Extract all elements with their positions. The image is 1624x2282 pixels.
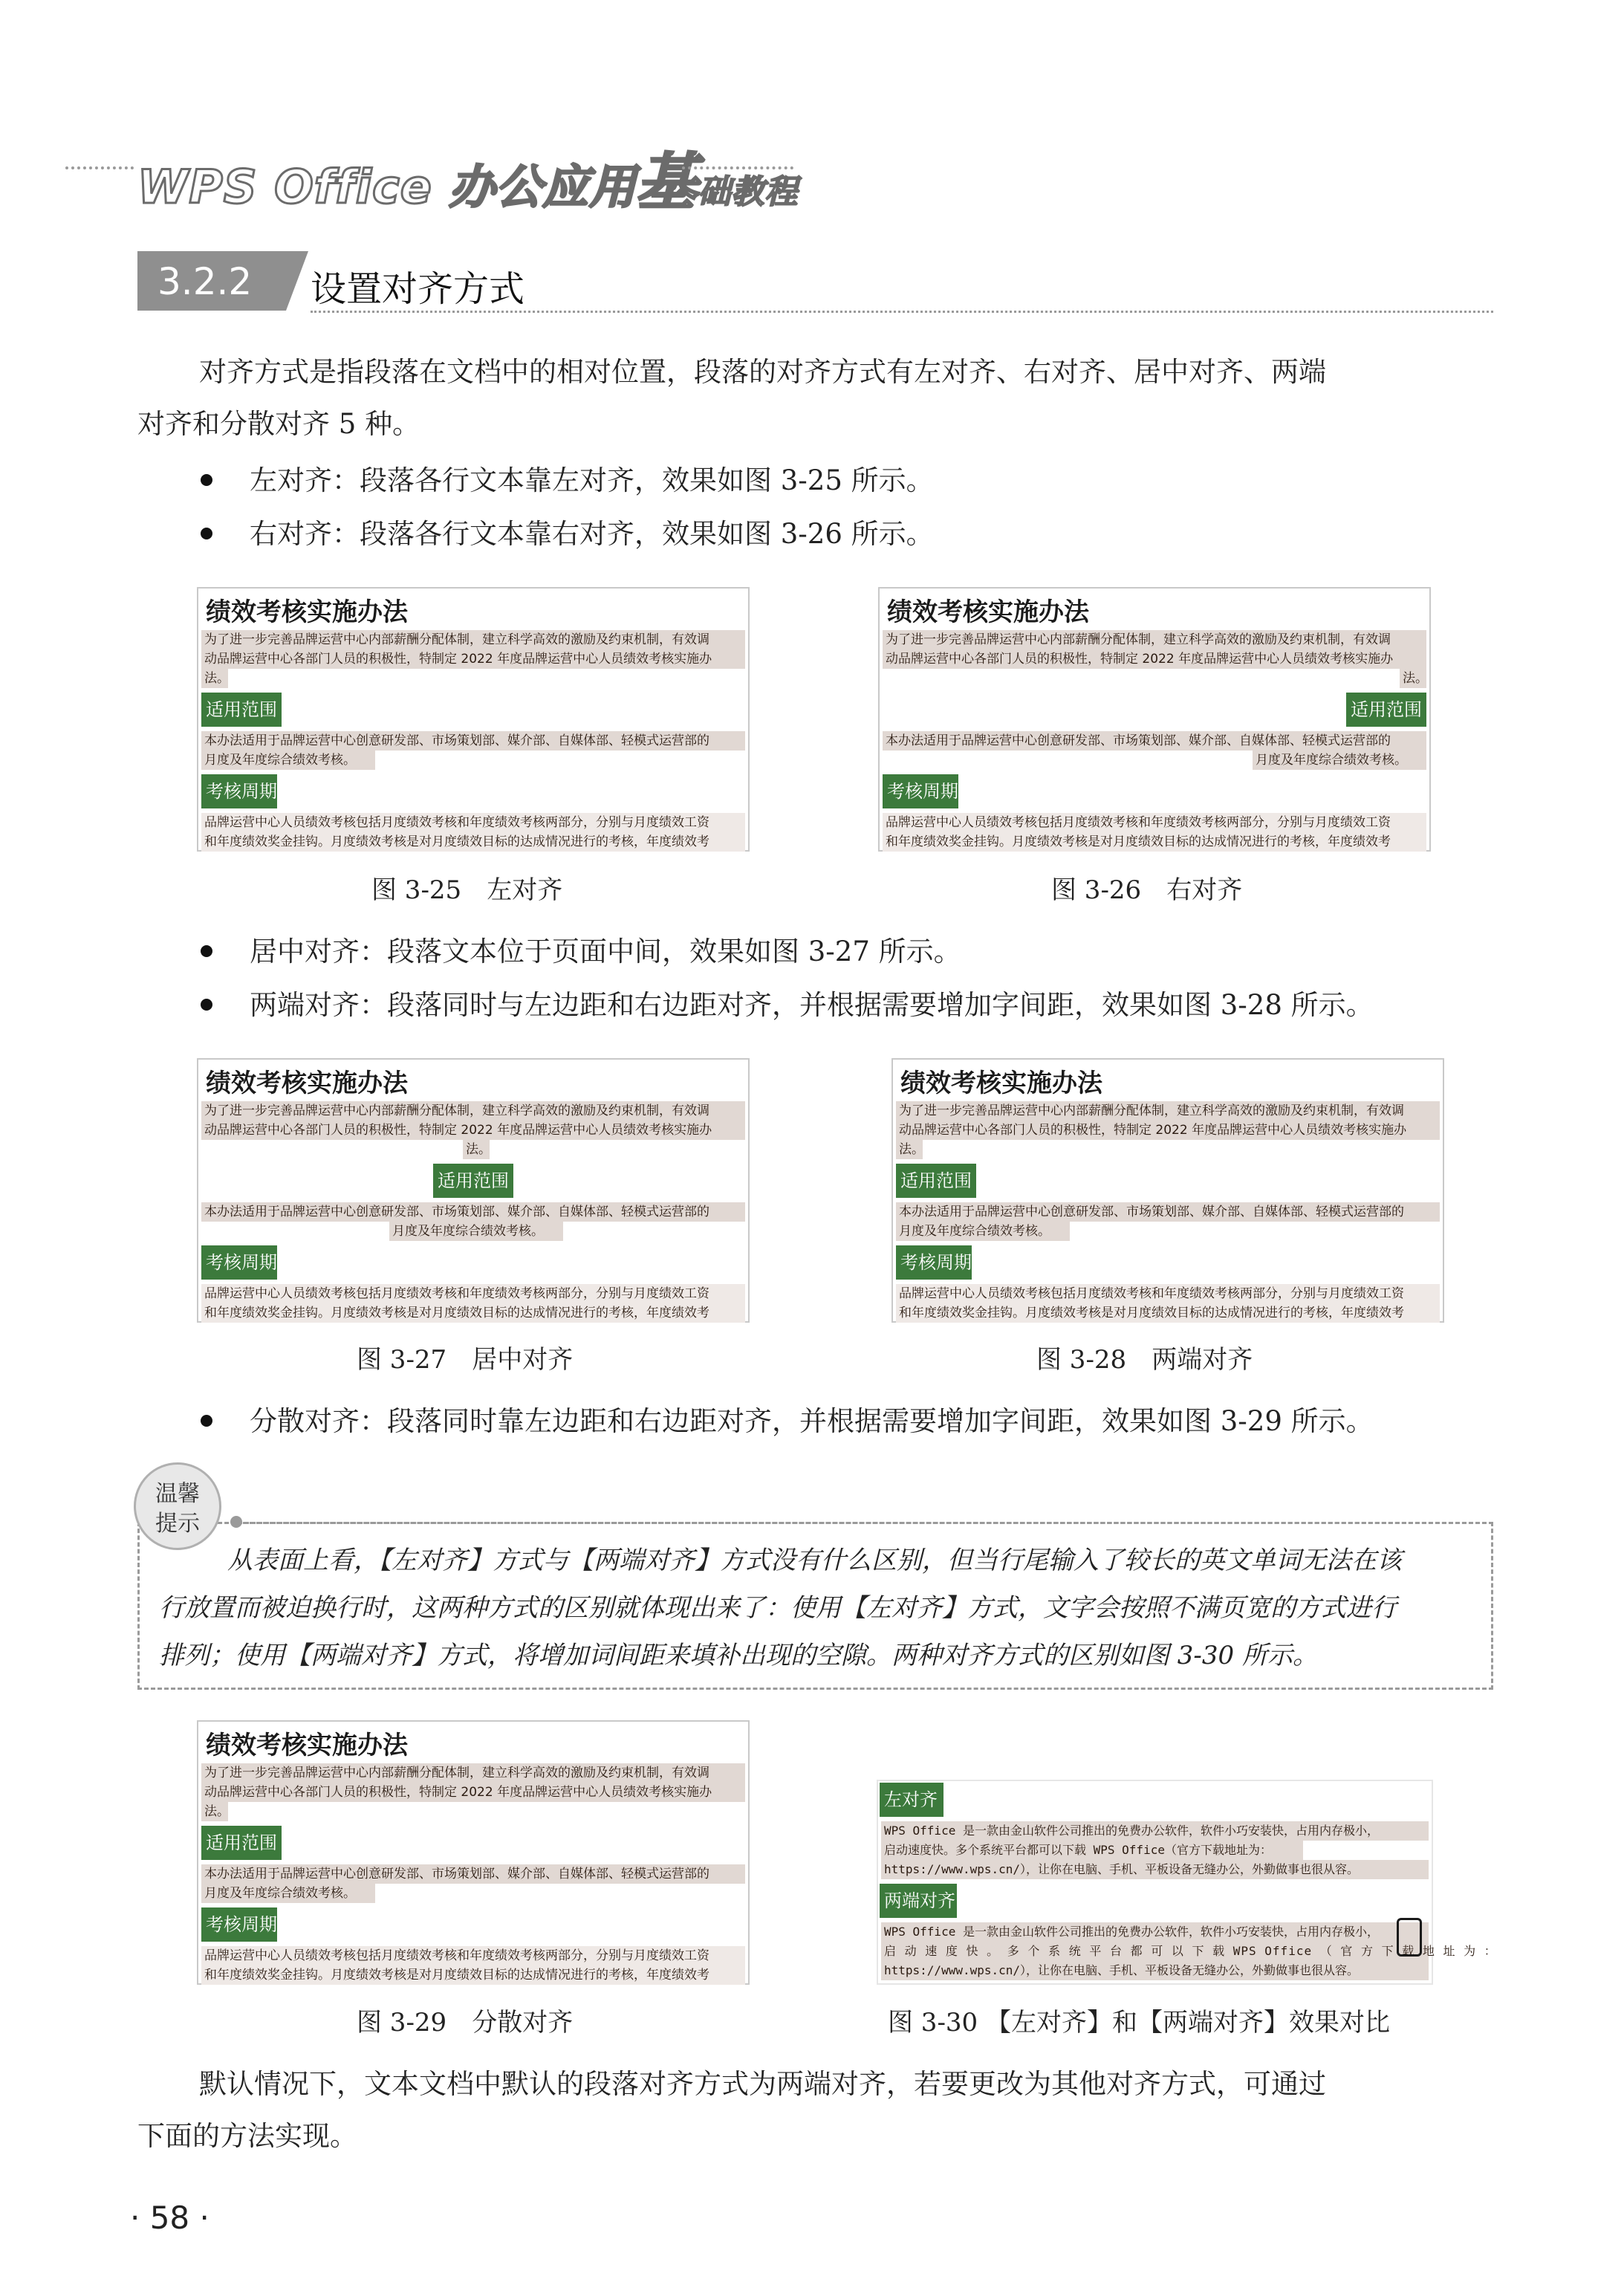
doc-line: 本办法适用于品牌运营中心创意研发部、市场策划部、媒介部、自媒体部、轻模式运营部的 <box>201 731 745 751</box>
outro-line-1: 默认情况下，文本文档中默认的段落对齐方式为两端对齐，若要更改为其他对齐方式，可通过 <box>199 2068 1326 2100</box>
figure-3-29 <box>197 1720 750 1985</box>
highlight-marker <box>1397 1918 1422 1957</box>
doc-line: 启动速度快。多个系统平台都可以下载 WPS Office（官方下载地址为： <box>881 1841 1303 1860</box>
doc-heading: 左对齐 <box>880 1783 943 1817</box>
doc-line: WPS Office 是一款由金山软件公司推出的免费办公软件，软件小巧安装快，占用内存极小， <box>881 1922 1429 1942</box>
figure-3-25 <box>197 587 750 852</box>
doc-heading: 考核周期 <box>201 1245 277 1280</box>
doc-line: 动品牌运营中心各部门人员的积极性，特制定 2022 年度品牌运营中心人员绩效考核实施办 <box>896 1121 1440 1140</box>
doc-line: 启 动 速 度 快 。 多 个 系 统 平 台 都 可 以 下 载 WPS Office （ 官 方 下 载 地 址 为 ： <box>881 1942 1429 1961</box>
doc-heading: 考核周期 <box>883 774 958 808</box>
tip-line-2: 行放置而被迫换行时，这两种方式的区别就体现出来了：使用【左对齐】方式，文字会按照不满页宽的方式进行 <box>159 1593 1397 1623</box>
section-number: 3.2.2 <box>157 260 253 303</box>
tip-line-3: 排列；使用【两端对齐】方式，将增加词间距来填补出现的空隙。两种对齐方式的区别如图 3-30 所示。 <box>159 1641 1318 1670</box>
doc-line: 法。 <box>463 1140 490 1159</box>
doc-line: 品牌运营中心人员绩效考核包括月度绩效考核和年度绩效考核两部分，分别与月度绩效工资 <box>896 1284 1440 1303</box>
doc-title: 绩效考核实施办法 <box>206 597 408 627</box>
doc-line: 法。 <box>201 669 228 688</box>
doc-line: 法。 <box>201 1802 228 1821</box>
caption-3-28: 图 3-28 两端对齐 <box>1036 1345 1253 1375</box>
doc-line: 月度及年度综合绩效考核。 <box>1253 751 1426 770</box>
figure-3-26 <box>878 587 1431 852</box>
tip-line-1: 从表面上看，【左对齐】方式与【两端对齐】方式没有什么区别，但当行尾输入了较长的英文单词无法在该 <box>227 1546 1402 1575</box>
bullet-right-align: 右对齐：段落各行文本靠右对齐，效果如图 3-26 所示。 <box>250 518 934 550</box>
doc-title: 绩效考核实施办法 <box>206 1731 408 1760</box>
bullet-dot <box>201 1415 212 1427</box>
caption-3-27: 图 3-27 居中对齐 <box>357 1345 574 1375</box>
tip-connector-dot <box>230 1516 242 1528</box>
section-title: 设置对齐方式 <box>311 268 525 310</box>
doc-line: 和年度绩效奖金挂钩。月度绩效考核是对月度绩效目标的达成情况进行的考核，年度绩效考 <box>883 832 1426 852</box>
doc-heading: 考核周期 <box>201 774 277 808</box>
doc-heading: 考核周期 <box>201 1907 277 1942</box>
doc-line: 动品牌运营中心各部门人员的积极性，特制定 2022 年度品牌运营中心人员绩效考核实施办 <box>201 649 745 669</box>
figure-3-27 <box>197 1058 750 1323</box>
doc-line: 本办法适用于品牌运营中心创意研发部、市场策划部、媒介部、自媒体部、轻模式运营部的 <box>896 1202 1440 1222</box>
doc-line: https://www.wps.cn/），让你在电脑、手机、平板设备无缝办公，外勤做事也很从容。 <box>881 1860 1429 1879</box>
figure-3-28 <box>891 1058 1444 1323</box>
doc-line: 月度及年度综合绩效考核。 <box>201 1884 375 1903</box>
doc-line: 品牌运营中心人员绩效考核包括月度绩效考核和年度绩效考核两部分，分别与月度绩效工资 <box>201 1946 745 1965</box>
doc-line: 品牌运营中心人员绩效考核包括月度绩效考核和年度绩效考核两部分，分别与月度绩效工资 <box>883 813 1426 832</box>
doc-line: https://www.wps.cn/），让你在电脑、手机、平板设备无缝办公，外勤做事也很从容。 <box>881 1961 1429 1980</box>
tip-badge-line-1: 温馨 <box>155 1481 200 1507</box>
bullet-center-align: 居中对齐：段落文本位于页面中间，效果如图 3-27 所示。 <box>250 936 961 967</box>
header-rule-left <box>65 166 134 169</box>
bullet-dot <box>201 945 212 957</box>
doc-title: 绩效考核实施办法 <box>887 597 1089 627</box>
caption-3-25: 图 3-25 左对齐 <box>371 875 563 905</box>
caption-3-29: 图 3-29 分散对齐 <box>357 2008 574 2038</box>
doc-line: 动品牌运营中心各部门人员的积极性，特制定 2022 年度品牌运营中心人员绩效考核实施办 <box>201 1783 745 1802</box>
bullet-dot <box>201 474 212 486</box>
doc-line: 为了进一步完善品牌运营中心内部薪酬分配体制，建立科学高效的激励及约束机制，有效调 <box>883 630 1426 649</box>
doc-line: 月度及年度综合绩效考核。 <box>389 1222 563 1241</box>
doc-line: 和年度绩效奖金挂钩。月度绩效考核是对月度绩效目标的达成情况进行的考核，年度绩效考 <box>896 1303 1440 1323</box>
doc-heading: 适用范围 <box>201 1826 282 1860</box>
doc-heading: 适用范围 <box>433 1164 513 1198</box>
caption-3-30: 图 3-30 【左对齐】和【两端对齐】效果对比 <box>888 2008 1390 2038</box>
doc-line: 法。 <box>1400 669 1426 688</box>
bullet-justify-align: 两端对齐：段落同时与左边距和右边距对齐，并根据需要增加字间距，效果如图 3-28 所示。 <box>250 989 1374 1021</box>
tip-badge <box>134 1462 221 1550</box>
tip-badge-line-2: 提示 <box>155 1511 200 1537</box>
intro-line-1: 对齐方式是指段落在文档中的相对位置，段落的对齐方式有左对齐、右对齐、居中对齐、两端 <box>199 356 1326 388</box>
intro-line-2: 对齐和分散对齐 5 种。 <box>137 408 420 440</box>
doc-line: 和年度绩效奖金挂钩。月度绩效考核是对月度绩效目标的达成情况进行的考核，年度绩效考 <box>201 1965 745 1985</box>
caption-3-26: 图 3-26 右对齐 <box>1051 875 1243 905</box>
doc-line: 为了进一步完善品牌运营中心内部薪酬分配体制，建立科学高效的激励及约束机制，有效调 <box>201 1763 745 1783</box>
doc-heading: 适用范围 <box>896 1164 976 1198</box>
section-rule <box>311 311 1493 313</box>
doc-line: 月度及年度综合绩效考核。 <box>201 751 375 770</box>
book-title: WPS Office 办公应用基础教程 <box>137 147 799 218</box>
bullet-dot <box>201 528 212 539</box>
doc-line: 为了进一步完善品牌运营中心内部薪酬分配体制，建立科学高效的激励及约束机制，有效调 <box>201 1101 745 1121</box>
page-number: · 58 · <box>130 2200 210 2236</box>
tip-box-top-rule <box>236 1522 1493 1524</box>
doc-line: 和年度绩效奖金挂钩。月度绩效考核是对月度绩效目标的达成情况进行的考核，年度绩效考 <box>201 1303 745 1323</box>
doc-heading: 适用范围 <box>201 693 282 727</box>
doc-line: 为了进一步完善品牌运营中心内部薪酬分配体制，建立科学高效的激励及约束机制，有效调 <box>896 1101 1440 1121</box>
doc-line: 法。 <box>896 1140 923 1159</box>
bullet-distributed-align: 分散对齐：段落同时靠左边距和右边距对齐，并根据需要增加字间距，效果如图 3-29 所示。 <box>250 1405 1374 1437</box>
doc-line: 本办法适用于品牌运营中心创意研发部、市场策划部、媒介部、自媒体部、轻模式运营部的 <box>201 1202 745 1222</box>
doc-line: 本办法适用于品牌运营中心创意研发部、市场策划部、媒介部、自媒体部、轻模式运营部的 <box>883 731 1426 751</box>
figure-3-30 <box>877 1780 1497 1985</box>
bullet-dot <box>201 999 212 1011</box>
doc-heading: 两端对齐 <box>880 1884 957 1918</box>
doc-line: 品牌运营中心人员绩效考核包括月度绩效考核和年度绩效考核两部分，分别与月度绩效工资 <box>201 1284 745 1303</box>
outro-line-2: 下面的方法实现。 <box>137 2120 357 2152</box>
section-number-box-tail <box>286 251 308 311</box>
doc-line: 品牌运营中心人员绩效考核包括月度绩效考核和年度绩效考核两部分，分别与月度绩效工资 <box>201 813 745 832</box>
doc-line: WPS Office 是一款由金山软件公司推出的免费办公软件，软件小巧安装快，占用内存极小， <box>881 1821 1429 1841</box>
header-rule-right <box>682 166 793 169</box>
doc-line: 动品牌运营中心各部门人员的积极性，特制定 2022 年度品牌运营中心人员绩效考核实施办 <box>883 649 1426 669</box>
doc-line: 动品牌运营中心各部门人员的积极性，特制定 2022 年度品牌运营中心人员绩效考核实施办 <box>201 1121 745 1140</box>
doc-line: 为了进一步完善品牌运营中心内部薪酬分配体制，建立科学高效的激励及约束机制，有效调 <box>201 630 745 649</box>
doc-heading: 考核周期 <box>896 1245 972 1280</box>
doc-line: 月度及年度综合绩效考核。 <box>896 1222 1070 1241</box>
doc-title: 绩效考核实施办法 <box>206 1069 408 1098</box>
doc-line: 和年度绩效奖金挂钩。月度绩效考核是对月度绩效目标的达成情况进行的考核，年度绩效考 <box>201 832 745 852</box>
bullet-left-align: 左对齐：段落各行文本靠左对齐，效果如图 3-25 所示。 <box>250 464 934 496</box>
doc-line: 本办法适用于品牌运营中心创意研发部、市场策划部、媒介部、自媒体部、轻模式运营部的 <box>201 1864 745 1884</box>
doc-title: 绩效考核实施办法 <box>900 1069 1102 1098</box>
doc-heading: 适用范围 <box>1346 693 1426 727</box>
